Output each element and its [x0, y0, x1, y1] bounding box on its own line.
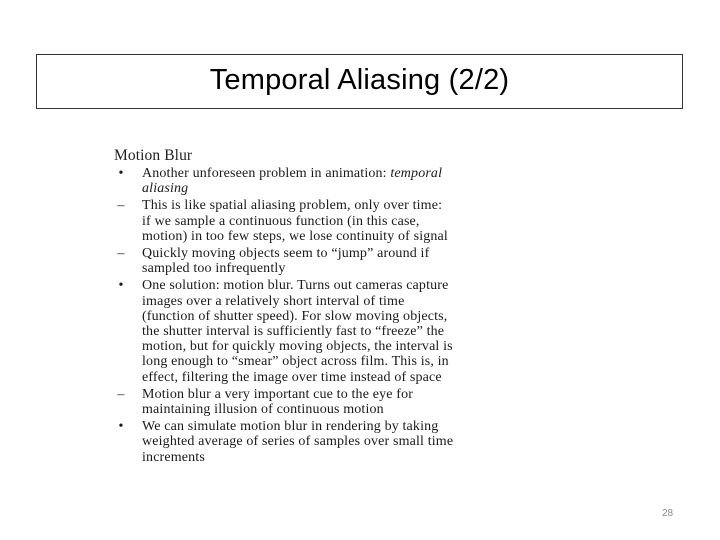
bullet-dot-icon: • — [118, 278, 124, 294]
bullet-line: effect, filtering the image over time instead of space — [142, 369, 442, 385]
page-number: 28 — [662, 508, 674, 519]
bullet-line: motion, but for quickly moving objects, the interval is — [142, 339, 453, 355]
bullet-line: (function of shutter speed). For slow moving objects, — [142, 308, 448, 324]
bullet-dash-icon: – — [117, 386, 125, 402]
bullet-item — [112, 419, 582, 465]
bullet-line: long enough to “smear” object across film. This is, in — [142, 354, 449, 370]
bullet-line: We can simulate motion blur in rendering by taking — [142, 419, 439, 435]
bullet-text: Another unforeseen problem in animation: — [142, 166, 391, 181]
sub-bullet-item — [112, 198, 582, 244]
bullet-dash-icon: – — [117, 246, 125, 262]
bullet-item — [112, 278, 582, 384]
bullet-line: increments — [142, 449, 205, 465]
bullet-line: motion) in too few steps, we lose continuity of signal — [142, 228, 448, 244]
bullet-line: sampled too infrequently — [142, 261, 286, 277]
bullet-line: Motion blur a very important cue to the eye for — [142, 386, 414, 402]
emphasis-line: aliasing — [142, 181, 189, 197]
bullet-dot-icon: • — [118, 419, 124, 435]
bullet-line: maintaining illusion of continuous motion — [142, 402, 384, 418]
bullet-line: if we sample a continuous function (in this case, — [142, 213, 420, 229]
slide-content — [112, 146, 582, 467]
bullet-dash-icon: – — [117, 198, 125, 214]
bullet-line: weighted average of series of samples over small time — [142, 434, 454, 450]
slide-title: Temporal Aliasing (2/2) — [209, 64, 510, 96]
bullet-line — [142, 166, 582, 181]
bullet-line: images over a relatively short interval of time — [142, 293, 405, 309]
emphasis-text: temporal — [390, 166, 443, 181]
bullet-line: This is like spatial aliasing problem, only over time: — [142, 198, 443, 214]
section-heading: Motion Blur — [114, 147, 193, 164]
sub-bullet-item — [112, 246, 582, 276]
sub-bullet-item — [112, 387, 582, 417]
bullet-list — [112, 166, 582, 465]
bullet-dot-icon: • — [118, 166, 124, 181]
bullet-line: the shutter interval is sufficiently fast to “freeze” the — [142, 324, 445, 340]
bullet-item — [112, 166, 582, 196]
bullet-line: Quickly moving objects seem to “jump” around if — [142, 246, 430, 262]
title-box — [36, 54, 683, 109]
bullet-line: One solution: motion blur. Turns out cameras capture — [142, 278, 449, 294]
